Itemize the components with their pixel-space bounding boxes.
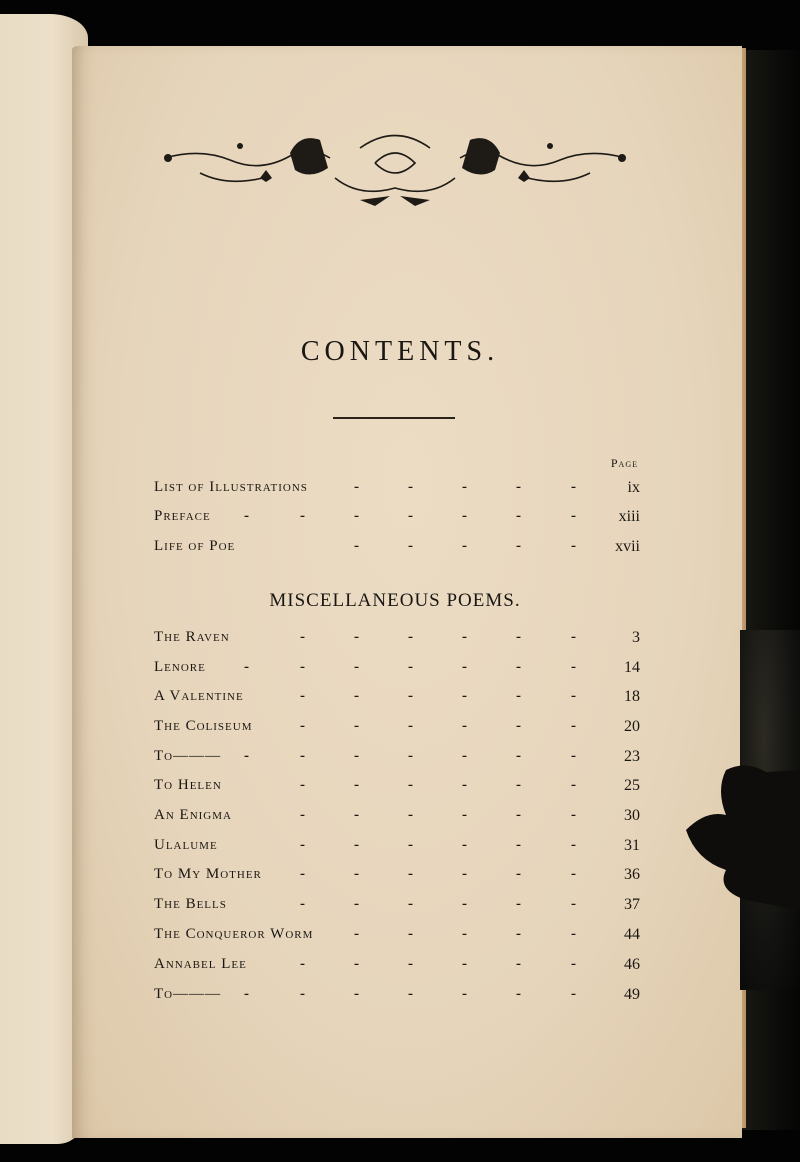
leader-dash: - <box>571 777 576 793</box>
leader-dash: - <box>516 837 521 853</box>
toc-entry-title: Life of Poe <box>154 538 236 554</box>
leader-dash: - <box>462 538 467 554</box>
book-clip-icon <box>686 760 800 910</box>
toc-entry-page: 25 <box>624 777 640 794</box>
leader-dash: - <box>571 748 576 764</box>
toc-entry-page: 46 <box>624 956 640 973</box>
leader-dash: - <box>516 538 521 554</box>
leader-dash: - <box>571 837 576 853</box>
leader-dash: - <box>462 508 467 524</box>
title-divider <box>333 417 455 419</box>
toc-entry-title: Lenore <box>154 659 206 675</box>
leader-dash: - <box>571 896 576 912</box>
toc-entry[interactable] <box>154 866 640 890</box>
leader-dash: - <box>300 837 305 853</box>
leader-dash: - <box>462 837 467 853</box>
leader-dash: - <box>300 866 305 882</box>
leader-dash: - <box>462 926 467 942</box>
leader-dash: - <box>571 926 576 942</box>
toc-entry-page: 23 <box>624 748 640 765</box>
leader-dash: - <box>354 718 359 734</box>
leader-dash: - <box>354 629 359 645</box>
toc-entry-page: xiii <box>618 508 640 525</box>
toc-entry-page: xvii <box>615 538 640 555</box>
leader-dash: - <box>516 659 521 675</box>
leader-dash: - <box>354 508 359 524</box>
leader-dash: - <box>462 807 467 823</box>
toc-entry-title: The Bells <box>154 896 227 912</box>
toc-entry[interactable] <box>154 807 640 831</box>
leader-dash: - <box>571 866 576 882</box>
leader-dash: - <box>300 777 305 793</box>
leader-dash: - <box>408 629 413 645</box>
leader-dash: - <box>462 866 467 882</box>
leader-dash: - <box>408 479 413 495</box>
leader-dash: - <box>354 688 359 704</box>
leader-dash: - <box>408 659 413 675</box>
toc-entry-page: 3 <box>632 629 640 646</box>
leader-dash: - <box>571 659 576 675</box>
leader-dash: - <box>244 986 249 1002</box>
toc-entry-page: 14 <box>624 659 640 676</box>
leader-dash: - <box>408 866 413 882</box>
toc-entry-title: To——— <box>154 986 222 1002</box>
leader-dash: - <box>354 956 359 972</box>
toc-entry-title: List of Illustrations <box>154 479 308 495</box>
toc-entry[interactable] <box>154 956 640 980</box>
toc-entry-page: 44 <box>624 926 640 943</box>
toc-entry[interactable] <box>154 659 640 683</box>
leader-dash: - <box>462 748 467 764</box>
leader-dash: - <box>354 479 359 495</box>
leader-dash: - <box>462 629 467 645</box>
leader-dash: - <box>516 896 521 912</box>
leader-dash: - <box>408 896 413 912</box>
leader-dash: - <box>571 538 576 554</box>
leader-dash: - <box>462 718 467 734</box>
toc-entry-page: 36 <box>624 866 640 883</box>
leader-dash: - <box>516 926 521 942</box>
leader-dash: - <box>300 956 305 972</box>
toc-entry-title: An Enigma <box>154 807 232 823</box>
leader-dash: - <box>408 748 413 764</box>
leader-dash: - <box>408 926 413 942</box>
toc-entry-page: 20 <box>624 718 640 735</box>
toc-entry[interactable] <box>154 777 640 801</box>
leader-dash: - <box>571 629 576 645</box>
toc-entry-title: To——— <box>154 748 222 764</box>
leader-dash: - <box>571 718 576 734</box>
leader-dash: - <box>571 807 576 823</box>
leader-dash: - <box>408 777 413 793</box>
toc-entry-page: ix <box>627 479 640 496</box>
leader-dash: - <box>516 956 521 972</box>
leader-dash: - <box>462 896 467 912</box>
leader-dash: - <box>408 508 413 524</box>
leader-dash: - <box>300 659 305 675</box>
leader-dash: - <box>571 688 576 704</box>
toc-entry-title: The Raven <box>154 629 230 645</box>
leader-dash: - <box>354 777 359 793</box>
leader-dash: - <box>244 748 249 764</box>
toc-entry[interactable] <box>154 688 640 712</box>
leader-dash: - <box>516 866 521 882</box>
leader-dash: - <box>408 538 413 554</box>
toc-entry[interactable] <box>154 718 640 742</box>
toc-entry[interactable] <box>154 629 640 653</box>
toc-entry-title: Ulalume <box>154 837 218 853</box>
toc-entry[interactable] <box>154 837 640 861</box>
toc-entry-life-of-poe[interactable] <box>154 538 640 562</box>
leader-dash: - <box>300 508 305 524</box>
toc-entry-list-of-illustrations[interactable] <box>154 479 640 503</box>
leader-dash: - <box>462 986 467 1002</box>
leader-dash: - <box>354 926 359 942</box>
leader-dash: - <box>354 659 359 675</box>
toc-entry[interactable] <box>154 926 640 950</box>
toc-entry-title: A Valentine <box>154 688 244 704</box>
leader-dash: - <box>516 629 521 645</box>
leader-dash: - <box>571 479 576 495</box>
leader-dash: - <box>516 777 521 793</box>
leader-dash: - <box>408 807 413 823</box>
leader-dash: - <box>516 479 521 495</box>
toc-entry-page: 49 <box>624 986 640 1003</box>
toc-entry-page: 18 <box>624 688 640 705</box>
leader-dash: - <box>300 688 305 704</box>
toc-entry-title: To My Mother <box>154 866 262 882</box>
leader-dash: - <box>300 986 305 1002</box>
toc-entry[interactable] <box>154 748 640 772</box>
toc-entry-title: The Conqueror Worm <box>154 926 314 942</box>
leader-dash: - <box>244 659 249 675</box>
toc-entry[interactable] <box>154 896 640 920</box>
leader-dash: - <box>571 508 576 524</box>
leader-dash: - <box>354 538 359 554</box>
leader-dash: - <box>516 718 521 734</box>
leader-dash: - <box>408 837 413 853</box>
toc-entry-title: Annabel Lee <box>154 956 247 972</box>
leader-dash: - <box>300 807 305 823</box>
leader-dash: - <box>354 807 359 823</box>
leader-dash: - <box>354 896 359 912</box>
toc-entry-page: 31 <box>624 837 640 854</box>
leader-dash: - <box>408 688 413 704</box>
toc-entry-title: To Helen <box>154 777 222 793</box>
page-title: CONTENTS. <box>300 336 500 367</box>
toc-entry-preface[interactable] <box>154 508 640 532</box>
leader-dash: - <box>354 748 359 764</box>
leader-dash: - <box>354 837 359 853</box>
leader-dash: - <box>408 718 413 734</box>
leader-dash: - <box>516 508 521 524</box>
leader-dash: - <box>462 956 467 972</box>
toc-entry[interactable] <box>154 986 640 1010</box>
leader-dash: - <box>462 777 467 793</box>
leader-dash: - <box>462 688 467 704</box>
leader-dash: - <box>571 956 576 972</box>
toc-entry-title: Preface <box>154 508 211 524</box>
decorative-headpiece-icon <box>160 118 630 208</box>
leader-dash: - <box>516 986 521 1002</box>
leader-dash: - <box>354 866 359 882</box>
leader-dash: - <box>408 956 413 972</box>
leader-dash: - <box>244 508 249 524</box>
toc-entry-page: 30 <box>624 807 640 824</box>
leader-dash: - <box>462 659 467 675</box>
toc-entry-page: 37 <box>624 896 640 913</box>
section-heading: MISCELLANEOUS POEMS. <box>269 590 521 611</box>
page-column-label: Page <box>610 456 638 470</box>
leader-dash: - <box>300 718 305 734</box>
leader-dash: - <box>408 986 413 1002</box>
leader-dash: - <box>516 807 521 823</box>
leader-dash: - <box>300 629 305 645</box>
leader-dash: - <box>462 479 467 495</box>
leader-dash: - <box>571 986 576 1002</box>
toc-entry-title: The Coliseum <box>154 718 253 734</box>
leader-dash: - <box>354 986 359 1002</box>
leader-dash: - <box>300 896 305 912</box>
leader-dash: - <box>516 748 521 764</box>
leader-dash: - <box>516 688 521 704</box>
leader-dash: - <box>300 748 305 764</box>
